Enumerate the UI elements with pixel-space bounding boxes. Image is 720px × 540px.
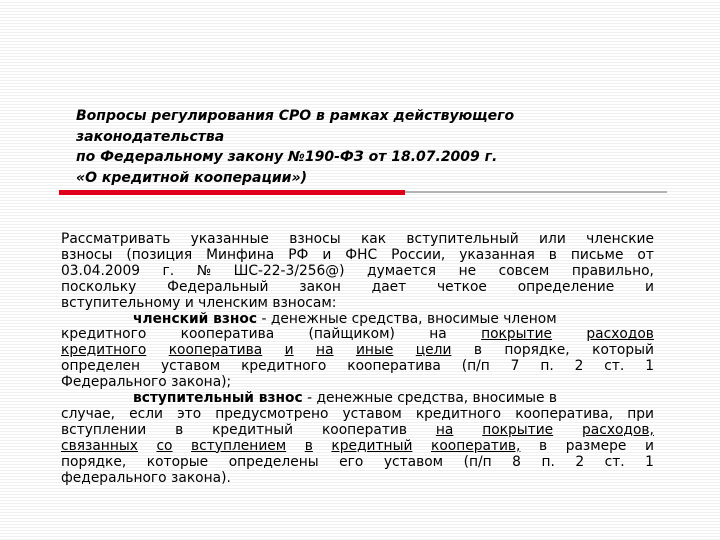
word: ШС-22-3/256@) (233, 262, 345, 279)
word-underlined: иные (355, 342, 394, 359)
word: 1 (645, 358, 654, 375)
word: Федерального (61, 374, 167, 391)
word: который (592, 342, 654, 359)
word: при (627, 405, 654, 422)
text-line (61, 391, 654, 407)
text-line (61, 359, 654, 375)
word-underlined: покрытие (482, 421, 554, 438)
word-underlined: кооператива (168, 342, 263, 359)
text-line (61, 343, 654, 359)
word: кооператива, (515, 405, 614, 422)
word: и (644, 437, 654, 454)
accent-rule-gray (405, 191, 667, 193)
text-line (61, 327, 654, 343)
word: совсем (498, 262, 550, 279)
word: взносы (289, 231, 341, 247)
word: вступлении (61, 421, 147, 438)
word: 03.04.2009 (61, 262, 140, 279)
word: закона). (171, 469, 231, 486)
word-underlined: на (435, 421, 454, 438)
word: (п/п (461, 358, 490, 375)
word: правильно, (571, 262, 654, 279)
word: указанные (190, 231, 269, 247)
definition-text: - денежные средства, вносимые членом (261, 310, 557, 327)
word: кредитный (212, 421, 294, 438)
word: взносам: (272, 294, 337, 311)
term-entry-fee: вступительный взнос (133, 390, 303, 407)
word: уставом (160, 358, 221, 375)
title-line: Вопросы регулирования СРО в рамках действующего (76, 108, 515, 124)
word: 1 (645, 453, 654, 470)
word-underlined: и (284, 342, 294, 359)
word: п. (540, 358, 554, 375)
word-underlined: кредитный (331, 437, 413, 454)
word: 2 (575, 453, 585, 470)
text-line (61, 439, 654, 455)
word: и (184, 294, 194, 311)
text-line (61, 407, 654, 423)
word: порядке, (504, 342, 570, 359)
word: п. (541, 453, 555, 470)
word: думается (367, 262, 437, 279)
word: (пайщиком) (308, 326, 395, 343)
word: 7 (510, 358, 520, 375)
word: уставом (383, 453, 444, 470)
word: 2 (574, 358, 584, 375)
word: размере (565, 437, 627, 454)
word: кооператив (321, 421, 408, 438)
word: (п/п (463, 453, 492, 470)
word: кооператива (180, 326, 275, 343)
word: членские (586, 231, 654, 247)
word: определены (228, 453, 319, 470)
word-underlined: цели (415, 342, 452, 359)
word: поскольку (61, 278, 137, 295)
word: кредитного (415, 405, 502, 422)
term-member-fee: членский взнос (133, 310, 258, 327)
word: и (322, 246, 332, 263)
word: порядке, (61, 453, 127, 470)
word: предусмотрено (215, 405, 329, 422)
word: как (360, 231, 387, 247)
text-line (61, 296, 654, 312)
word: письме (570, 246, 624, 263)
word-underlined: покрытие (481, 326, 553, 343)
word: г. (162, 262, 175, 279)
body-text (61, 232, 654, 487)
word: в (539, 437, 548, 454)
word: которые (146, 453, 209, 470)
word: это (177, 405, 202, 422)
word-underlined: кредитного (61, 342, 147, 359)
word: ст. (604, 453, 625, 470)
word-underlined: расходов (586, 326, 654, 343)
word: или (539, 231, 566, 247)
word: четкое (436, 278, 487, 295)
word: определение (517, 278, 615, 295)
text-line (61, 375, 654, 391)
word: взносы (61, 246, 113, 263)
text-line (61, 232, 654, 248)
word: в (548, 246, 557, 263)
word-underlined: расходов, (582, 421, 654, 438)
text-line (61, 264, 654, 280)
word: определен (61, 358, 141, 375)
word: кредитного (241, 358, 327, 375)
word: 8 (512, 453, 521, 470)
text-line (61, 471, 654, 487)
word: и (645, 278, 654, 295)
slide-title (76, 106, 676, 188)
word-underlined: на (316, 342, 334, 359)
word: его (339, 453, 364, 470)
word: случае, (61, 405, 116, 422)
word: федерального (61, 469, 167, 486)
word: закон (299, 278, 341, 295)
word: дает (371, 278, 407, 295)
word: если (129, 405, 164, 422)
word: от (637, 246, 654, 263)
word: членским (198, 294, 268, 311)
word: Минфина (206, 246, 275, 263)
title-line: «О кредитной кооперации») (76, 169, 307, 186)
word: Федеральный (167, 278, 269, 295)
word: не (458, 262, 477, 279)
word: указанная (459, 246, 535, 263)
word: (позиция (126, 246, 193, 263)
word-underlined: вступлением (191, 437, 287, 454)
word: кооператива (347, 358, 441, 375)
word: № (196, 262, 212, 279)
title-line: законодательства (76, 128, 225, 145)
text-line (61, 312, 654, 328)
word: России, (391, 246, 446, 263)
text-line (61, 455, 654, 471)
word: вступительный (406, 231, 519, 247)
word-underlined: со (156, 437, 173, 454)
word-underlined: кооператив, (430, 437, 521, 454)
definition-text: - денежные средства, вносимые в (307, 390, 558, 407)
title-line: по Федеральному закону №190-ФЗ от 18.07.2009 г. (76, 149, 498, 165)
word: РФ (288, 246, 309, 263)
text-line (61, 248, 654, 264)
word: в (175, 421, 184, 438)
word: ст. (604, 358, 625, 375)
word: кредитного (61, 326, 147, 343)
word: Рассматривать (61, 231, 171, 247)
word: закона); (171, 374, 232, 391)
word: в (473, 342, 482, 359)
accent-rule-red (59, 190, 405, 195)
word-underlined: в (304, 437, 313, 454)
word-underlined: связанных (61, 437, 138, 454)
word: ФНС (345, 246, 378, 263)
word: на (429, 326, 447, 343)
word: вступительному (61, 294, 181, 311)
word: уставом (342, 405, 402, 422)
text-line (61, 280, 654, 296)
text-line (61, 423, 654, 439)
